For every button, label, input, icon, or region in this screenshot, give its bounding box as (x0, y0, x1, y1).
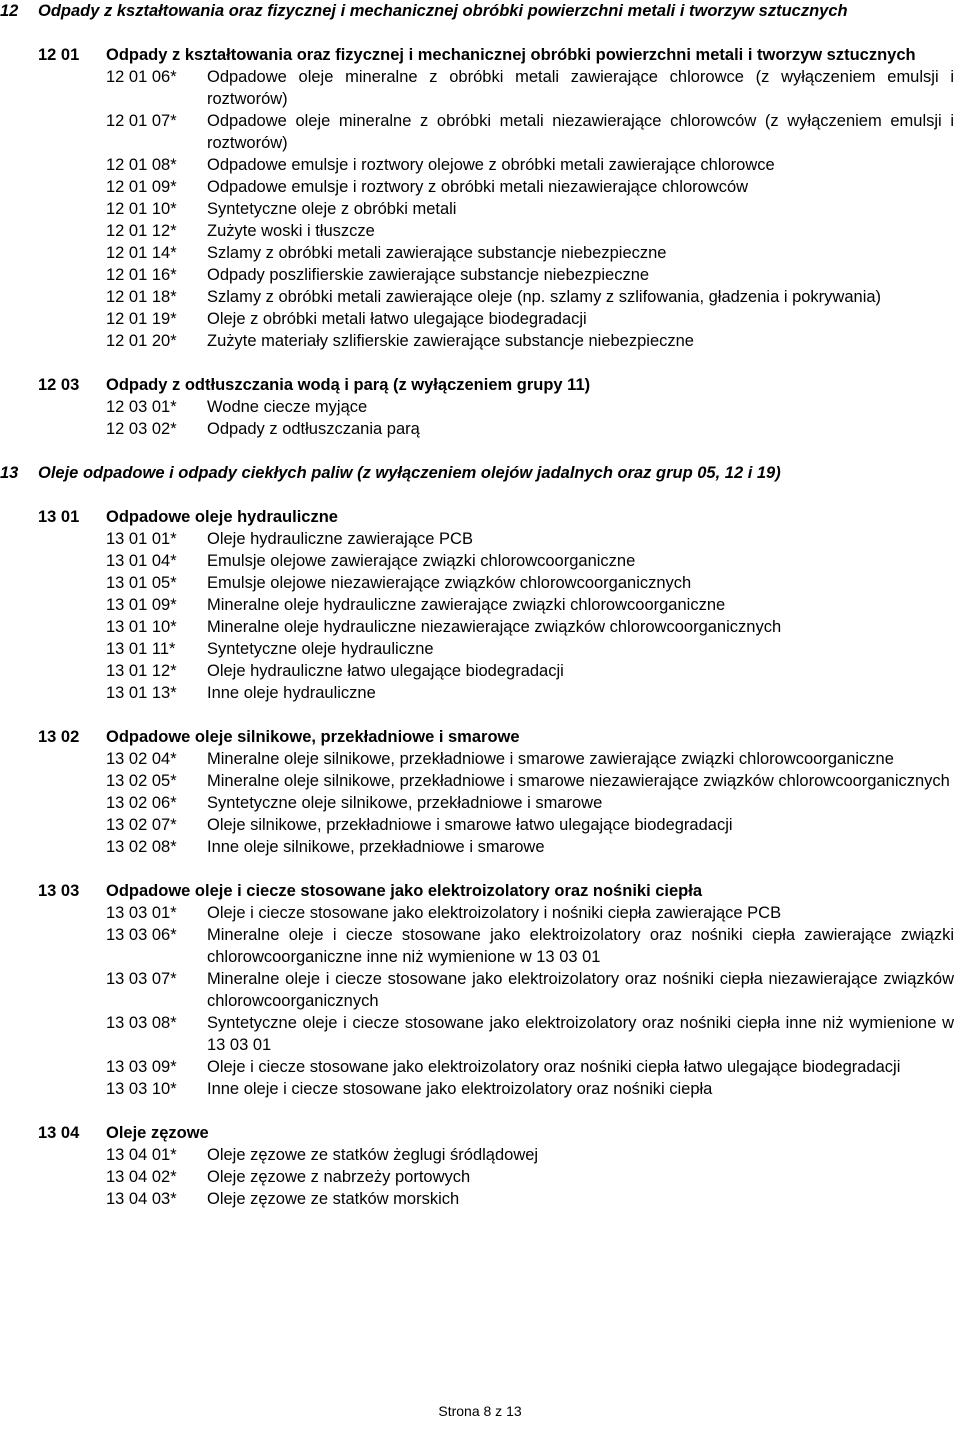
waste-code: 12 01 12* (106, 222, 177, 240)
waste-item (106, 418, 954, 440)
section-heading (0, 462, 954, 484)
waste-description: Emulsje olejowe zawierające związki chlorowcoorganiczne (207, 552, 636, 570)
waste-description: Zużyte woski i tłuszcze (207, 222, 375, 240)
waste-item (106, 748, 954, 770)
waste-item (106, 220, 954, 242)
group-code: 12 01 (38, 46, 80, 64)
waste-item (106, 682, 954, 704)
waste-code: 13 01 12* (106, 662, 177, 680)
waste-item (106, 198, 954, 220)
waste-item (106, 594, 954, 616)
waste-description: Syntetyczne oleje silnikowe, przekładniowe i smarowe (207, 794, 603, 812)
waste-description: Zużyte materiały szlifierskie zawierające substancje niebezpieczne (207, 332, 694, 350)
group-heading (38, 506, 954, 528)
waste-code: 13 04 03* (106, 1190, 177, 1208)
waste-description: Oleje silnikowe, przekładniowe i smarowe łatwo ulegające biodegradacji (207, 816, 733, 834)
waste-item (106, 770, 954, 792)
waste-code: 12 01 20* (106, 332, 177, 350)
waste-item (106, 264, 954, 286)
waste-code: 13 03 09* (106, 1058, 177, 1076)
waste-code: 13 01 10* (106, 618, 177, 636)
waste-code: 13 03 01* (106, 904, 177, 922)
waste-description: Inne oleje hydrauliczne (207, 684, 376, 702)
section-heading (0, 0, 954, 22)
waste-item (106, 638, 954, 660)
waste-code: 13 03 06* (106, 926, 177, 944)
waste-item (106, 1078, 954, 1100)
waste-item (106, 924, 954, 968)
waste-code: 13 03 08* (106, 1014, 177, 1032)
waste-code: 13 02 08* (106, 838, 177, 856)
waste-description: Wodne ciecze myjące (207, 398, 368, 416)
waste-description: Odpadowe emulsje i roztwory olejowe z obróbki metali zawierające chlorowce (207, 156, 775, 174)
waste-description: Emulsje olejowe niezawierające związków chlorowcoorganicznych (207, 574, 692, 592)
waste-item (106, 902, 954, 924)
waste-item (106, 308, 954, 330)
waste-description: Mineralne oleje silnikowe, przekładniowe i smarowe niezawierające związków chlorowcoorganicznych (207, 772, 950, 790)
waste-item (106, 396, 954, 418)
group-code: 13 02 (38, 728, 80, 746)
waste-description: Odpady z odtłuszczania parą (207, 420, 420, 438)
waste-code: 13 03 10* (106, 1080, 177, 1098)
waste-code: 12 01 07* (106, 112, 177, 130)
waste-code: 12 03 01* (106, 398, 177, 416)
group-title: Odpady z kształtowania oraz fizycznej i mechanicznej obróbki powierzchni metali i tworzyw sztucznych (106, 46, 916, 64)
waste-code: 12 01 10* (106, 200, 177, 218)
group-code: 13 04 (38, 1124, 80, 1142)
group-title: Odpadowe oleje hydrauliczne (106, 508, 338, 526)
waste-code: 13 02 06* (106, 794, 177, 812)
waste-item (106, 792, 954, 814)
waste-item (106, 176, 954, 198)
group-heading (38, 44, 954, 66)
waste-description: Syntetyczne oleje z obróbki metali (207, 200, 457, 218)
group-code: 12 03 (38, 376, 80, 394)
waste-item (106, 242, 954, 264)
waste-item (106, 616, 954, 638)
waste-code: 12 01 19* (106, 310, 177, 328)
waste-code: 13 02 04* (106, 750, 177, 768)
waste-item (106, 550, 954, 572)
waste-item (106, 836, 954, 858)
waste-code: 13 04 01* (106, 1146, 177, 1164)
waste-description: Oleje zęzowe ze statków żeglugi śródlądowej (207, 1146, 539, 1164)
section-title: Oleje odpadowe i odpady ciekłych paliw (z wyłączeniem olejów jadalnych oraz grup 05, 12 i 19) (38, 464, 781, 482)
waste-item (106, 572, 954, 594)
waste-description: Inne oleje i ciecze stosowane jako elektroizolatory oraz nośniki ciepła (207, 1080, 713, 1098)
waste-code: 13 01 09* (106, 596, 177, 614)
waste-description: Oleje z obróbki metali łatwo ulegające biodegradacji (207, 310, 587, 328)
section-code: 12 (0, 2, 19, 20)
waste-description: Oleje hydrauliczne zawierające PCB (207, 530, 473, 548)
waste-item (106, 66, 954, 110)
waste-code: 13 02 05* (106, 772, 177, 790)
waste-item (106, 330, 954, 352)
waste-item (106, 968, 954, 1012)
waste-description: Oleje hydrauliczne łatwo ulegające biodegradacji (207, 662, 564, 680)
waste-item (106, 660, 954, 682)
page-number: Strona 8 z 13 (438, 1403, 522, 1419)
waste-code: 12 01 14* (106, 244, 177, 262)
waste-code: 12 01 08* (106, 156, 177, 174)
section-code: 13 (0, 464, 19, 482)
waste-code: 12 03 02* (106, 420, 177, 438)
waste-description: Mineralne oleje silnikowe, przekładniowe i smarowe zawierające związki chlorowcoorganiczne (207, 750, 894, 768)
waste-description: Inne oleje silnikowe, przekładniowe i smarowe (207, 838, 545, 856)
waste-item (106, 1012, 954, 1056)
group-heading (38, 880, 954, 902)
spacer (0, 440, 954, 462)
waste-item (106, 814, 954, 836)
waste-item (106, 154, 954, 176)
waste-code: 12 01 06* (106, 68, 177, 86)
waste-description: Szlamy z obróbki metali zawierające oleje (np. szlamy z szlifowania, gładzenia i pokrywania) (207, 288, 882, 306)
group-heading (38, 374, 954, 396)
waste-item (106, 1166, 954, 1188)
waste-code: 13 01 04* (106, 552, 177, 570)
waste-description: Syntetyczne oleje i ciecze stosowane jako elektroizolatory oraz nośniki ciepła inne niż wymienione w 13 03 01 (207, 1014, 954, 1054)
waste-item (106, 528, 954, 550)
waste-item (106, 1056, 954, 1078)
waste-item (106, 286, 954, 308)
waste-description: Mineralne oleje hydrauliczne zawierające związki chlorowcoorganiczne (207, 596, 726, 614)
waste-code: 13 01 11* (106, 640, 176, 658)
waste-description: Mineralne oleje hydrauliczne niezawierające związków chlorowcoorganicznych (207, 618, 782, 636)
waste-description: Mineralne oleje i ciecze stosowane jako elektroizolatory oraz nośniki ciepła niezawierające związków chlorowcoorganicznych (207, 970, 954, 1010)
waste-description: Odpadowe oleje mineralne z obróbki metali zawierające chlorowce (z wyłączeniem emulsji i roztworów) (207, 68, 954, 108)
waste-code: 12 01 09* (106, 178, 177, 196)
waste-description: Oleje zęzowe z nabrzeży portowych (207, 1168, 471, 1186)
spacer (0, 352, 954, 374)
group-title: Odpadowe oleje silnikowe, przekładniowe i smarowe (106, 728, 520, 746)
waste-description: Odpadowe emulsje i roztwory z obróbki metali niezawierające chlorowców (207, 178, 749, 196)
waste-code: 13 01 01* (106, 530, 177, 548)
waste-code: 13 02 07* (106, 816, 177, 834)
group-title: Odpady z odtłuszczania wodą i parą (z wyłączeniem grupy 11) (106, 376, 591, 394)
group-heading (38, 726, 954, 748)
waste-description: Mineralne oleje i ciecze stosowane jako elektroizolatory oraz nośniki ciepła zawierające związki chlorowcoorganiczne inne niż wymienione w 13 03 01 (207, 926, 954, 966)
waste-description: Oleje i ciecze stosowane jako elektroizolatory oraz nośniki ciepła łatwo ulegające biodegradacji (207, 1058, 901, 1076)
waste-code: 13 01 05* (106, 574, 177, 592)
waste-item (106, 1144, 954, 1166)
waste-item (106, 1188, 954, 1210)
waste-description: Odpadowe oleje mineralne z obróbki metali niezawierające chlorowców (z wyłączeniem emulsji i roztworów) (207, 112, 954, 152)
group-code: 13 01 (38, 508, 80, 526)
group-heading (38, 1122, 954, 1144)
group-title: Odpadowe oleje i ciecze stosowane jako elektroizolatory oraz nośniki ciepła (106, 882, 703, 900)
group-code: 13 03 (38, 882, 80, 900)
waste-code: 13 04 02* (106, 1168, 177, 1186)
section-title: Odpady z kształtowania oraz fizycznej i mechanicznej obróbki powierzchni metali i tworzyw sztucznych (38, 2, 848, 20)
spacer (0, 704, 954, 726)
waste-description: Oleje i ciecze stosowane jako elektroizolatory i nośniki ciepła zawierające PCB (207, 904, 782, 922)
group-title: Oleje zęzowe (106, 1124, 209, 1142)
spacer (0, 1100, 954, 1122)
waste-description: Syntetyczne oleje hydrauliczne (207, 640, 434, 658)
waste-code: 13 01 13* (106, 684, 177, 702)
spacer (0, 1210, 954, 1232)
waste-code: 12 01 18* (106, 288, 177, 306)
waste-description: Odpady poszlifierskie zawierające substancje niebezpieczne (207, 266, 650, 284)
spacer (0, 484, 954, 506)
waste-description: Oleje zęzowe ze statków morskich (207, 1190, 460, 1208)
waste-item (106, 110, 954, 154)
waste-description: Szlamy z obróbki metali zawierające substancje niebezpieczne (207, 244, 667, 262)
spacer (0, 858, 954, 880)
waste-code: 13 03 07* (106, 970, 177, 988)
spacer (0, 22, 954, 44)
waste-code: 12 01 16* (106, 266, 177, 284)
